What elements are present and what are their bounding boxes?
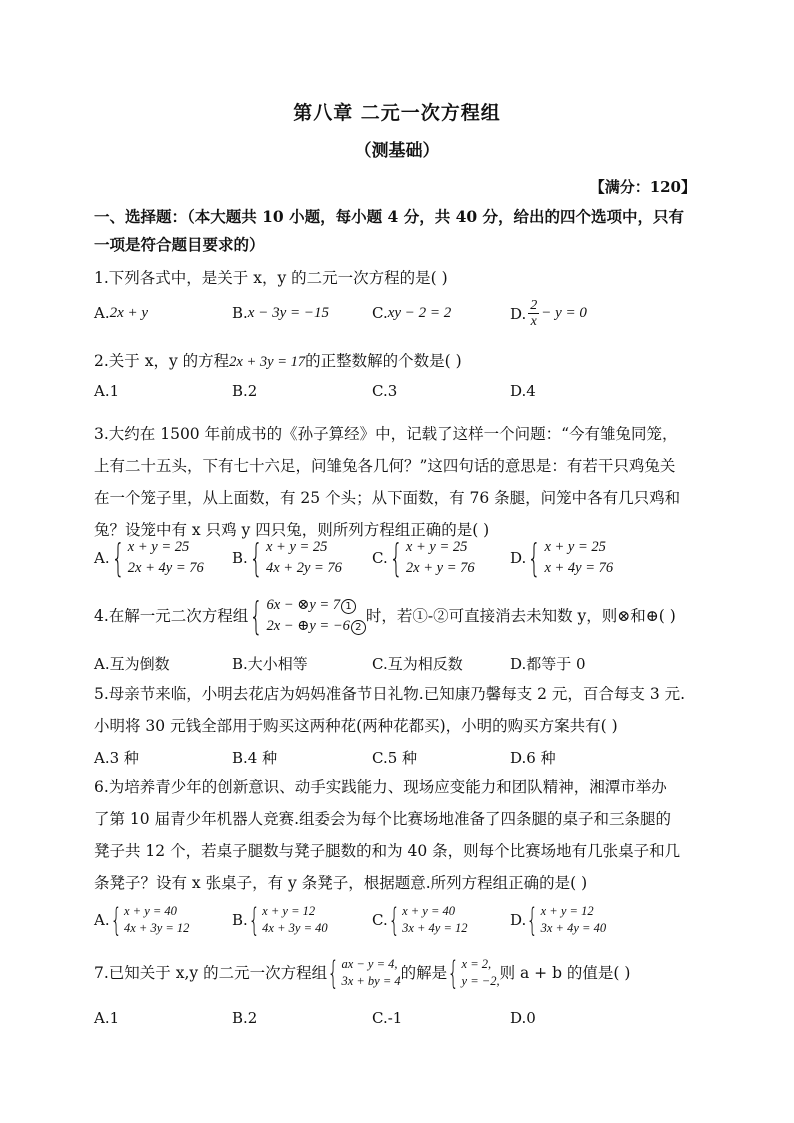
left-brace: { xyxy=(389,536,403,580)
question-3-stem: 3.大约在 1500 年前成书的《孙子算经》中，记载了这样一个问题：“今有雏兔同笼， 上有二十五头，下有七十六足，问雏兔各几何？”这四句话的意思是：有若干只鸡兔关 在一个笼子里，从上面数，有 25 个头；从下面数，有 76 条腿，问笼中各有几只鸡和 兔？设笼中有 x 只鸡 y 四只兔，则所列方程组正确的是( ) xyxy=(94,425,681,539)
left-brace: { xyxy=(388,901,400,939)
page-title: 第八章 二元一次方程组 xyxy=(293,102,501,124)
left-brace: { xyxy=(111,536,125,580)
left-brace: { xyxy=(249,536,263,580)
q3-option-c: C. { x + y = 25 2x + y = 76 xyxy=(372,536,475,580)
q7-option-a: A.1 xyxy=(94,1009,120,1027)
q7-option-d: D.0 xyxy=(510,1009,536,1027)
left-brace: { xyxy=(327,954,339,992)
left-brace: { xyxy=(249,594,264,638)
page-subtitle: （测基础） xyxy=(354,141,440,161)
circled-number: 2 xyxy=(351,620,366,635)
q3-option-d: D. { x + y = 25 x + 4y = 76 xyxy=(510,536,614,580)
q5-option-b: B.4 种 xyxy=(232,749,278,767)
q6-option-d: D. { x + y = 12 3x + 4y = 40 xyxy=(510,901,607,939)
q1-option-b: B. x − 3y = −15 xyxy=(232,304,329,322)
q2-option-c: C.3 xyxy=(372,382,398,400)
section-heading xyxy=(94,203,704,259)
q5-option-c: C.5 种 xyxy=(372,749,418,767)
q6-option-c: C. { x + y = 40 3x + 4y = 12 xyxy=(372,901,468,939)
q1-option-a: A. 2x + y xyxy=(94,304,149,322)
q6-option-b: B. { x + y = 12 4x + 3y = 40 xyxy=(232,901,328,939)
question-3-options xyxy=(94,537,704,581)
left-brace: { xyxy=(110,901,122,939)
q1-option-d: D. $\frac{2}{x}$ − y = 0 xyxy=(510,298,587,329)
question-1-options xyxy=(94,298,704,338)
q7-option-c: C.-1 xyxy=(372,1009,403,1027)
q4-option-c: C.互为相反数 xyxy=(372,655,463,673)
q3-option-b: B. { x + y = 25 4x + 2y = 76 xyxy=(232,536,342,580)
question-5-stem: 5.母亲节来临，小明去花店为妈妈准备节日礼物.已知康乃馨每支 2 元，百合每支 3 元. 小明将 30 元钱全部用于购买这两种花(两种花都买)，小明的购买方案共有( ) xyxy=(94,685,686,735)
q4-option-a: A.互为倒数 xyxy=(94,655,170,673)
section-heading-line-1: 一、选择题：（本大题共 10 小题，每小题 4 分，共 40 分，给出的四个选项中，只有 xyxy=(94,207,685,226)
q3-option-a: A. { x + y = 25 2x + 4y = 76 xyxy=(94,536,204,580)
fraction: $\frac{2}{x}$ xyxy=(530,298,538,329)
question-1-stem: 1.下列各式中，是关于 x，y 的二元一次方程的是( ) xyxy=(94,269,448,287)
q2-option-d: D.4 xyxy=(510,382,536,400)
left-brace: { xyxy=(526,901,539,939)
question-7-options xyxy=(94,1009,704,1043)
question-6-stem: 6.为培养青少年的创新意识、动手实践能力、现场应变能力和团队精神，湘潭市举办 了第 10 届青少年机器人竞赛.组委会为每个比赛场地准备了四条腿的桌子和三条腿的 凳子共 12 个，若桌子腿数与凳子腿数的和为 40 条，则每个比赛场地有几张桌子和几 条凳子？设有 x 张桌子，有 y 条凳子，根据题意.所列方程组正确的是( ) xyxy=(94,778,681,892)
q2-option-a: A.1 xyxy=(94,382,120,400)
q6-option-a: A. { x + y = 40 4x + 3y = 12 xyxy=(94,901,190,939)
q5-option-a: A.3 种 xyxy=(94,749,139,767)
left-brace: { xyxy=(527,536,542,580)
question-7-stem: 7.已知关于 x,y 的二元一次方程组 { ax − y = 4, 3x + by = 4 的解是 { x = 2, y = −2, 则 a + b 的值是( ) xyxy=(94,954,631,992)
section-heading-line-2: 一项是符合题目要求的） xyxy=(94,235,265,254)
left-brace: { xyxy=(248,901,260,939)
q7-option-b: B.2 xyxy=(232,1009,258,1027)
q4-option-d: D.都等于 0 xyxy=(510,655,586,673)
q2-option-b: B.2 xyxy=(232,382,258,400)
full-score: 【满分：120】 xyxy=(589,178,696,196)
q1-option-c: C. xy − 2 = 2 xyxy=(372,304,452,322)
question-4-stem: 4.在解一元二次方程组 { 6x − ⊗y = 7 1 2x − ⊕y = −6 2 时，若①-②可直接消去未知数 y，则⊗和⊕( ) xyxy=(94,594,676,638)
question-2-options xyxy=(94,382,704,416)
left-brace: { xyxy=(447,954,459,992)
question-2-stem: 2.关于 x，y 的方程2x + 3y = 17的正整数解的个数是( ) xyxy=(94,352,462,370)
q5-option-d: D.6 种 xyxy=(510,749,556,767)
q4-option-b: B.大小相等 xyxy=(232,655,308,673)
question-6-options xyxy=(94,903,704,943)
circled-number: 1 xyxy=(341,599,356,614)
